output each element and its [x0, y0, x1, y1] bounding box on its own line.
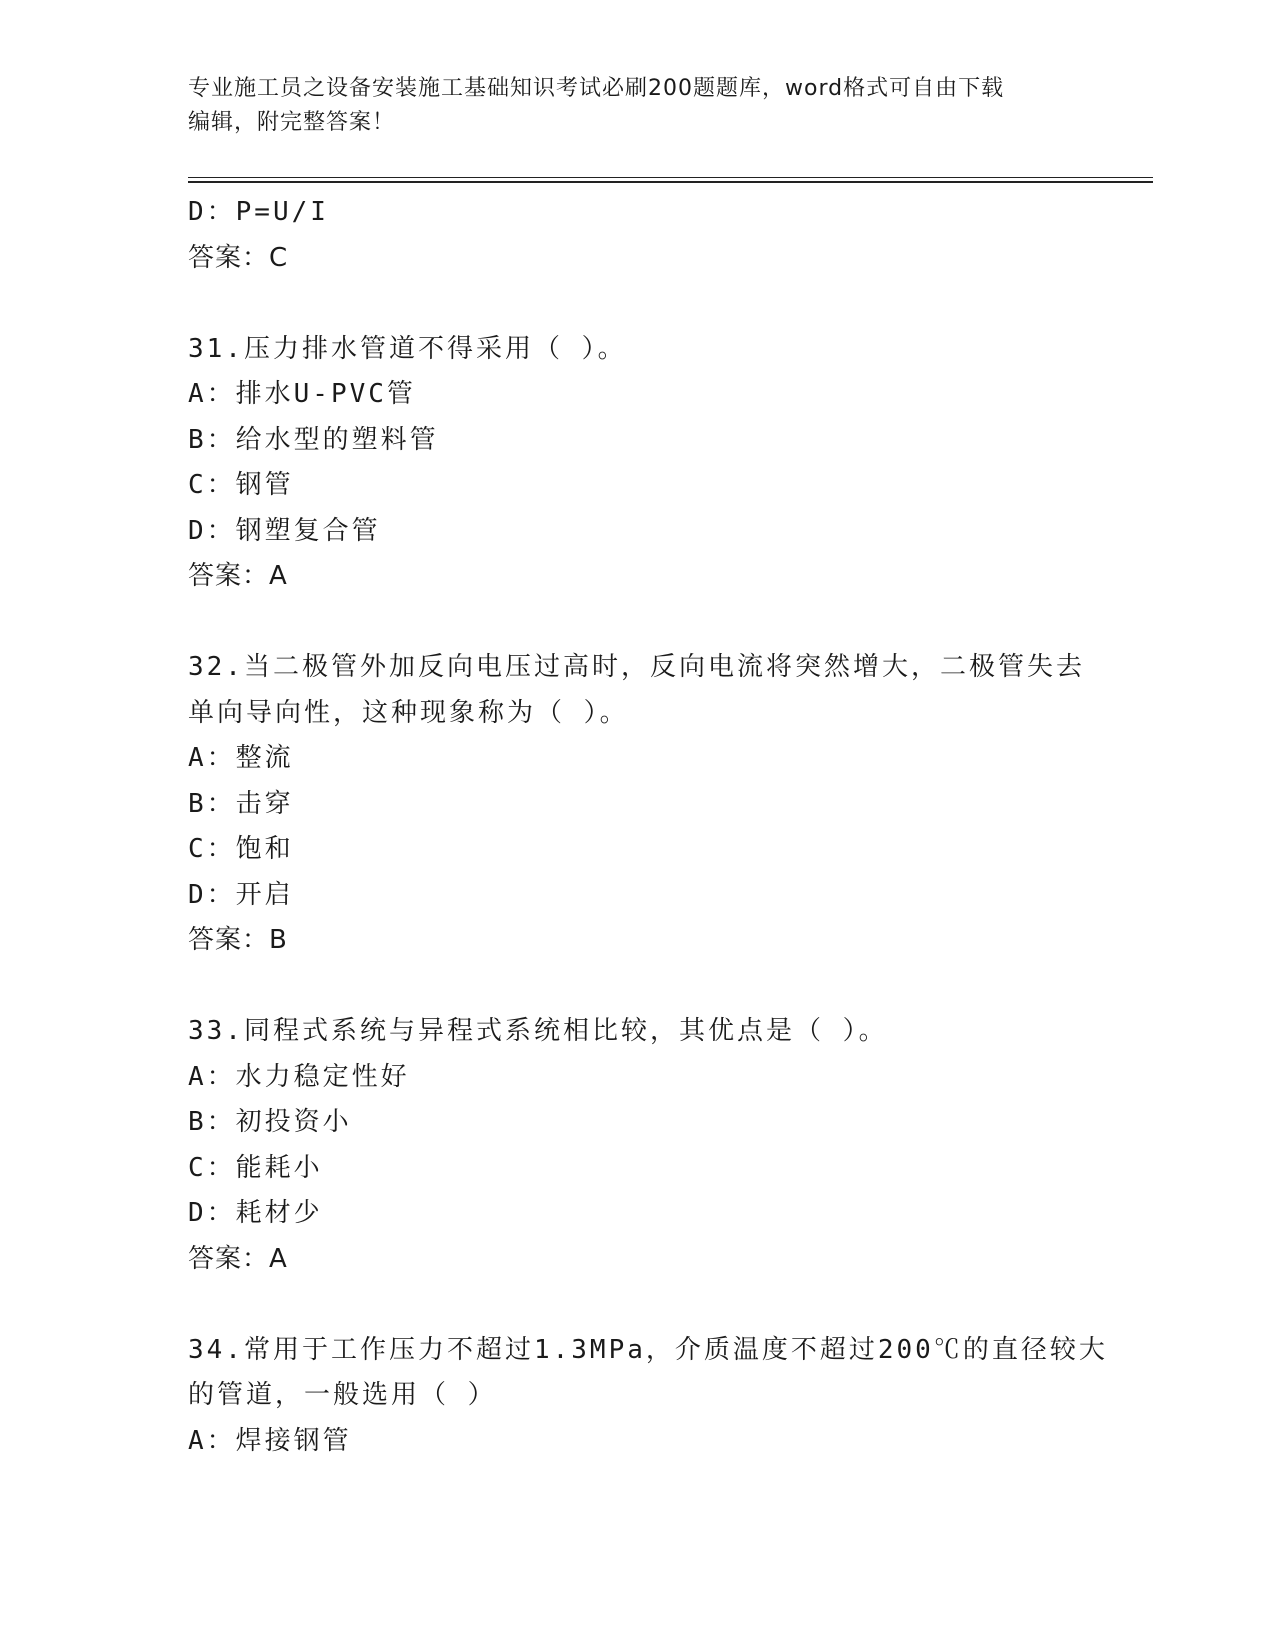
- option-c: C：能耗小: [188, 1152, 323, 1183]
- header-divider-thin: [188, 177, 1153, 178]
- page-header: [188, 72, 1088, 140]
- spacer: [188, 600, 1088, 646]
- option-b: B：初投资小: [188, 1107, 352, 1137]
- header-line-1: 专业施工员之设备安装施工基础知识考试必刷200题题库，word格式可自由下载: [188, 76, 1005, 101]
- question-31: [188, 327, 1088, 600]
- option-d: D：P=U/I: [188, 197, 329, 227]
- question-34: [188, 1328, 1108, 1465]
- option-a: A：整流: [188, 743, 294, 773]
- question-stem: 34.常用于工作压力不超过1.3MPa，介质温度不超过200℃的直径较大: [188, 1334, 1108, 1365]
- option-b: B：给水型的塑料管: [188, 424, 439, 455]
- option-c: C：饱和: [188, 834, 294, 864]
- option-d: D：耗材少: [188, 1198, 323, 1228]
- option-a: A：焊接钢管: [188, 1425, 352, 1456]
- question-stem: 32.当二极管外加反向电压过高时，反向电流将突然增大，二极管失去: [188, 652, 1085, 682]
- question-stem: 31.压力排水管道不得采用（ ）。: [188, 333, 627, 364]
- answer-line: 答案：B: [188, 925, 288, 955]
- header-divider-thick: [188, 181, 1153, 183]
- option-d: D：钢塑复合管: [188, 515, 381, 546]
- answer-line: 答案：A: [188, 561, 288, 591]
- question-list: [188, 190, 1108, 1464]
- spacer: [188, 281, 1088, 327]
- question-32: [188, 645, 1088, 964]
- spacer: [188, 964, 1088, 1010]
- option-c: C：钢管: [188, 470, 294, 500]
- option-d: D：开启: [188, 879, 294, 910]
- answer-line: 答案：A: [188, 1243, 288, 1274]
- spacer: [188, 1282, 1088, 1328]
- option-b: B：击穿: [188, 788, 294, 819]
- question-stem: 33.同程式系统与异程式系统相比较，其优点是（ ）。: [188, 1016, 888, 1046]
- option-a: A：水力稳定性好: [188, 1061, 410, 1092]
- answer-line: 答案：C: [188, 242, 289, 273]
- question-33: [188, 1009, 1088, 1282]
- header-line-2: 编辑，附完整答案！: [188, 110, 396, 135]
- question-stem-continued: 单向导向性，这种现象称为（ ）。: [188, 697, 629, 728]
- question-stem-continued: 的管道，一般选用（ ）: [188, 1380, 497, 1410]
- option-a: A：排水U-PVC管: [188, 379, 416, 409]
